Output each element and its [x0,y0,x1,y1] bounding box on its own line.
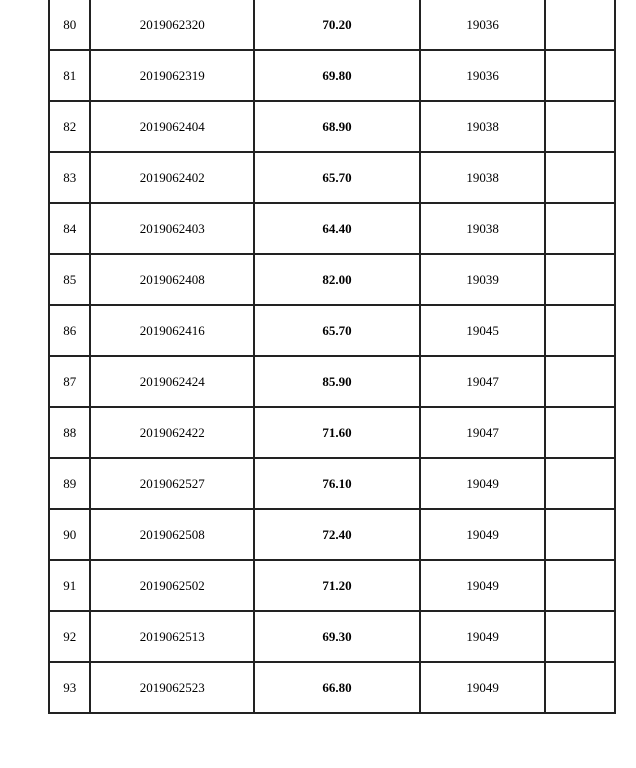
candidate-id-cell: 2019062508 [90,509,254,560]
score-cell: 69.80 [254,50,420,101]
score-cell: 64.40 [254,203,420,254]
candidate-id-cell: 2019062416 [90,305,254,356]
score-cell: 66.80 [254,662,420,713]
remark-cell [545,0,615,50]
table-row [49,407,615,458]
candidate-id-cell: 2019062422 [90,407,254,458]
table-row [49,458,615,509]
candidate-id-cell: 2019062402 [90,152,254,203]
candidate-id-cell: 2019062403 [90,203,254,254]
row-number-cell: 83 [49,152,90,203]
remark-cell [545,662,615,713]
score-cell: 82.00 [254,254,420,305]
candidate-id-cell: 2019062527 [90,458,254,509]
row-number-cell: 90 [49,509,90,560]
position-code-cell: 19036 [420,0,545,50]
remark-cell [545,50,615,101]
remark-cell [545,101,615,152]
remark-cell [545,509,615,560]
remark-cell [545,203,615,254]
table-row [49,356,615,407]
candidate-id-cell: 2019062320 [90,0,254,50]
row-number-cell: 91 [49,560,90,611]
table-row [49,254,615,305]
table-row [49,560,615,611]
table-row [49,509,615,560]
score-cell: 70.20 [254,0,420,50]
remark-cell [545,611,615,662]
position-code-cell: 19045 [420,305,545,356]
score-table-body [49,0,615,713]
candidate-id-cell: 2019062319 [90,50,254,101]
score-cell: 65.70 [254,305,420,356]
position-code-cell: 19049 [420,662,545,713]
table-row [49,203,615,254]
remark-cell [545,152,615,203]
position-code-cell: 19047 [420,356,545,407]
table-row [49,662,615,713]
row-number-cell: 85 [49,254,90,305]
score-cell: 71.20 [254,560,420,611]
candidate-id-cell: 2019062502 [90,560,254,611]
candidate-id-cell: 2019062513 [90,611,254,662]
score-cell: 71.60 [254,407,420,458]
table-row [49,611,615,662]
table-row [49,50,615,101]
remark-cell [545,254,615,305]
candidate-id-cell: 2019062408 [90,254,254,305]
row-number-cell: 87 [49,356,90,407]
position-code-cell: 19049 [420,611,545,662]
table-row [49,101,615,152]
candidate-id-cell: 2019062404 [90,101,254,152]
table-row [49,305,615,356]
candidate-id-cell: 2019062523 [90,662,254,713]
remark-cell [545,356,615,407]
remark-cell [545,560,615,611]
position-code-cell: 19049 [420,458,545,509]
row-number-cell: 84 [49,203,90,254]
position-code-cell: 19036 [420,50,545,101]
position-code-cell: 19039 [420,254,545,305]
position-code-cell: 19047 [420,407,545,458]
row-number-cell: 80 [49,0,90,50]
row-number-cell: 86 [49,305,90,356]
remark-cell [545,305,615,356]
row-number-cell: 89 [49,458,90,509]
position-code-cell: 19038 [420,203,545,254]
position-code-cell: 19038 [420,152,545,203]
table-row [49,152,615,203]
score-cell: 85.90 [254,356,420,407]
score-cell: 69.30 [254,611,420,662]
row-number-cell: 82 [49,101,90,152]
row-number-cell: 92 [49,611,90,662]
position-code-cell: 19049 [420,509,545,560]
score-table [48,0,616,714]
score-cell: 65.70 [254,152,420,203]
remark-cell [545,458,615,509]
score-cell: 68.90 [254,101,420,152]
row-number-cell: 81 [49,50,90,101]
score-cell: 72.40 [254,509,420,560]
remark-cell [545,407,615,458]
table-row [49,0,615,50]
candidate-id-cell: 2019062424 [90,356,254,407]
score-cell: 76.10 [254,458,420,509]
row-number-cell: 93 [49,662,90,713]
position-code-cell: 19049 [420,560,545,611]
position-code-cell: 19038 [420,101,545,152]
row-number-cell: 88 [49,407,90,458]
